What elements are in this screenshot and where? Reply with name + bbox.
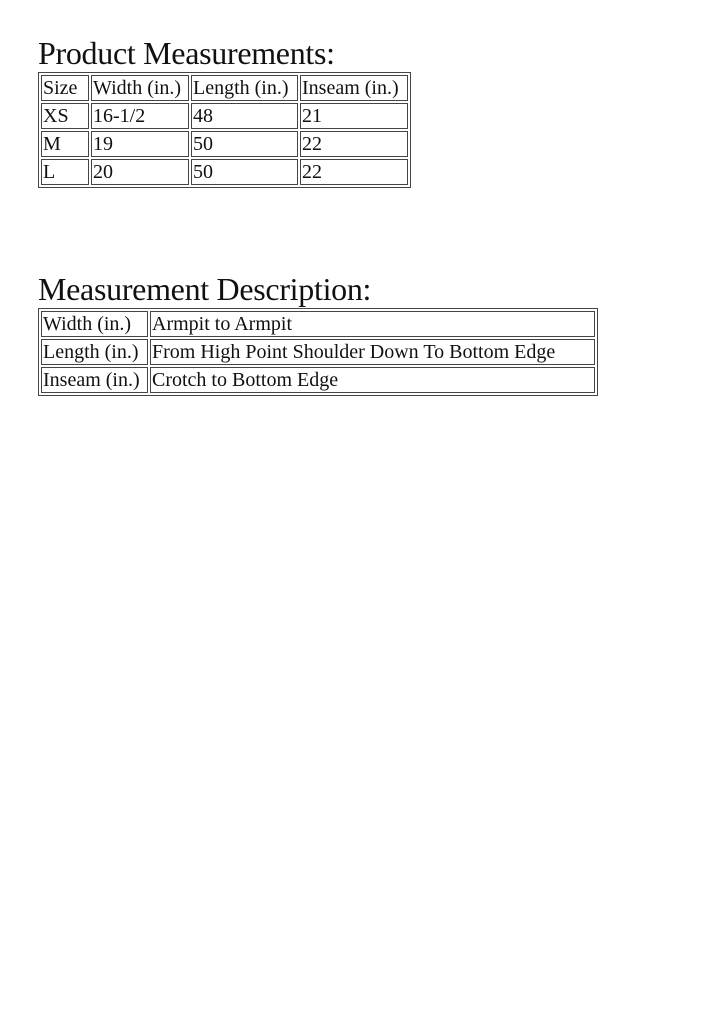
measurement-description-cell: Crotch to Bottom Edge [150, 367, 595, 393]
table-row [41, 339, 595, 365]
inseam-cell: 22 [300, 159, 408, 185]
width-cell: 20 [91, 159, 189, 185]
measurement-term-cell: Inseam (in.) [41, 367, 148, 393]
header-cell-width: Width (in.) [91, 75, 189, 101]
inseam-cell: 22 [300, 131, 408, 157]
product-measurements-heading: Product Measurements: [38, 35, 335, 71]
inseam-cell: 21 [300, 103, 408, 129]
measurement-description-cell: From High Point Shoulder Down To Bottom Edge [150, 339, 595, 365]
header-cell-inseam: Inseam (in.) [300, 75, 408, 101]
length-cell: 48 [191, 103, 298, 129]
size-cell: M [41, 131, 89, 157]
measurement-description-table [38, 308, 598, 396]
table-row [41, 103, 408, 129]
length-cell: 50 [191, 159, 298, 185]
measurement-description-heading: Measurement Description: [38, 271, 372, 307]
table-header-row [41, 75, 408, 101]
header-cell-length: Length (in.) [191, 75, 298, 101]
product-measurements-table [38, 72, 411, 188]
header-cell-size: Size [41, 75, 89, 101]
table-row [41, 367, 595, 393]
width-cell: 16-1/2 [91, 103, 189, 129]
table-row [41, 159, 408, 185]
measurement-term-cell: Width (in.) [41, 311, 148, 337]
table-row [41, 131, 408, 157]
measurement-term-cell: Length (in.) [41, 339, 148, 365]
table-row [41, 311, 595, 337]
size-cell: XS [41, 103, 89, 129]
width-cell: 19 [91, 131, 189, 157]
size-cell: L [41, 159, 89, 185]
measurement-description-cell: Armpit to Armpit [150, 311, 595, 337]
length-cell: 50 [191, 131, 298, 157]
